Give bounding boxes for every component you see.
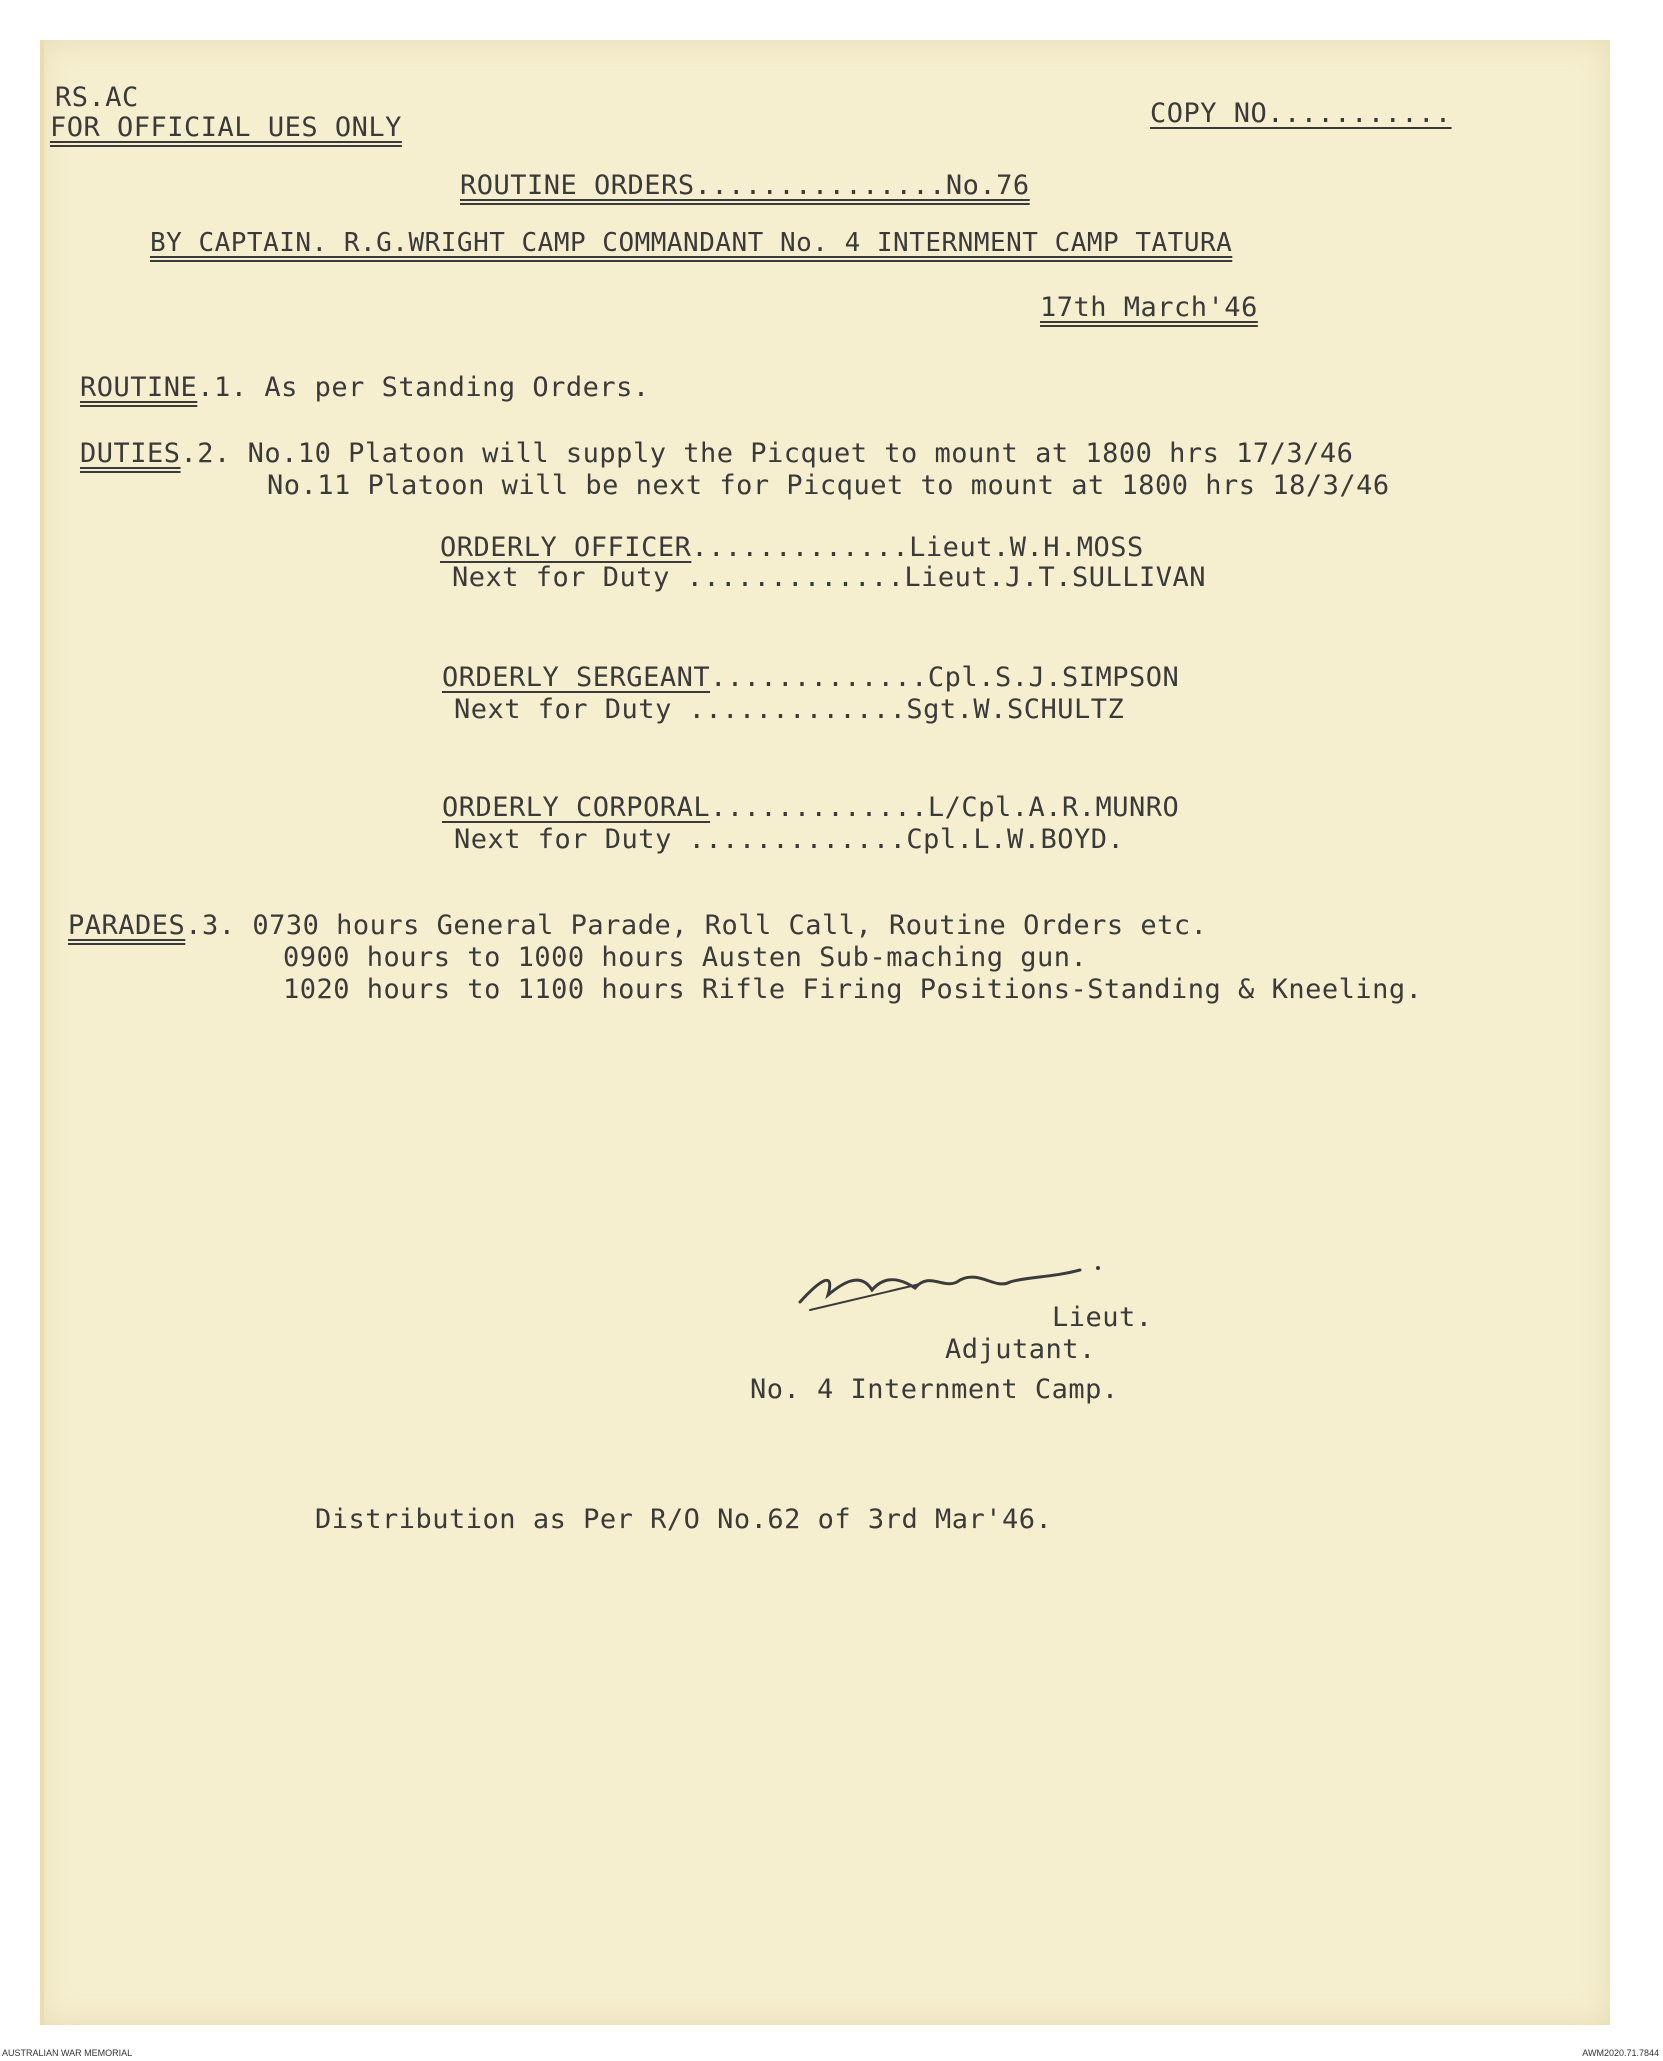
- parades-label: PARADES: [68, 910, 186, 941]
- distribution-note: Distribution as Per R/O No.62 of 3rd Mar'46.: [315, 1504, 1053, 1535]
- orderly-corporal-label: ORDERLY CORPORAL: [442, 792, 711, 823]
- duties-label: DUTIES: [80, 438, 181, 469]
- copy-number: COPY NO...........: [1150, 98, 1452, 129]
- parades-line-2: 0900 hours to 1000 hours Austen Sub-maching gun.: [283, 942, 1088, 973]
- routine-label: ROUTINE: [80, 372, 198, 403]
- parades-line-1: [68, 910, 1207, 941]
- orderly-sergeant-next-name: Sgt.W.SCHULTZ: [906, 694, 1125, 725]
- by-line: BY CAPTAIN. R.G.WRIGHT CAMP COMMANDANT No. 4 INTERNMENT CAMP TATURA: [150, 228, 1233, 258]
- orderly-officer-row: [440, 532, 1144, 563]
- orderly-corporal-name: L/Cpl.A.R.MUNRO: [927, 792, 1180, 823]
- orderly-corporal-next-row: [454, 824, 1124, 855]
- routine-section: [80, 372, 650, 403]
- duties-text-1: .2. No.10 Platoon will supply the Picquet to mount at 1800 hrs 17/3/46: [180, 438, 1354, 469]
- next-for-duty-label: Next for Duty: [452, 562, 670, 593]
- orderly-sergeant-name: Cpl.S.J.SIMPSON: [927, 662, 1180, 693]
- duties-line-1: [80, 438, 1353, 469]
- leader-dots: .............: [691, 532, 910, 563]
- orderly-corporal-next-name: Cpl.L.W.BOYD.: [906, 824, 1125, 855]
- next-for-duty-label: Next for Duty: [454, 694, 672, 725]
- orderly-officer-next-name: Lieut.J.T.SULLIVAN: [904, 562, 1207, 593]
- leader-dots: .............: [710, 792, 928, 823]
- document-date: 17th March'46: [1040, 292, 1258, 323]
- parades-text-1: .3. 0730 hours General Parade, Roll Call, Routine Orders etc.: [185, 910, 1208, 941]
- orderly-officer-next-row: [452, 562, 1206, 593]
- orderly-officer-name: Lieut.W.H.MOSS: [909, 532, 1144, 563]
- next-for-duty-label: Next for Duty: [454, 824, 672, 855]
- orderly-corporal-row: [442, 792, 1179, 823]
- classification-label: FOR OFFICIAL UES ONLY: [50, 112, 402, 143]
- duties-line-2: No.11 Platoon will be next for Picquet to mount at 1800 hrs 18/3/46: [267, 470, 1390, 501]
- orderly-sergeant-row: [442, 662, 1179, 693]
- document-title: ROUTINE ORDERS...............No.76: [460, 170, 1030, 201]
- leader-dots: .............: [671, 694, 907, 725]
- orderly-sergeant-label: ORDERLY SERGEANT: [442, 662, 711, 693]
- leader-dots: .............: [710, 662, 928, 693]
- sheet-edge: [40, 40, 44, 2025]
- leader-dots: .............: [669, 562, 905, 593]
- footer-institution: AUSTRALIAN WAR MEMORIAL: [2, 2048, 133, 2058]
- signature-unit: No. 4 Internment Camp.: [750, 1374, 1119, 1405]
- orderly-sergeant-next-row: [454, 694, 1124, 725]
- reference-code: RS.AC: [55, 82, 139, 113]
- archive-footer: [0, 2048, 1663, 2061]
- signature-rank: Lieut.: [1052, 1302, 1153, 1333]
- footer-accession-number: AWM2020.71.7844: [1582, 2048, 1659, 2058]
- orderly-officer-label: ORDERLY OFFICER: [440, 532, 692, 563]
- signature-role: Adjutant.: [945, 1334, 1096, 1365]
- leader-dots: .............: [671, 824, 907, 855]
- routine-text: .1. As per Standing Orders.: [197, 372, 650, 403]
- parades-line-3: 1020 hours to 1100 hours Rifle Firing Positions-Standing & Kneeling.: [283, 974, 1423, 1005]
- document-sheet: [40, 40, 1610, 2025]
